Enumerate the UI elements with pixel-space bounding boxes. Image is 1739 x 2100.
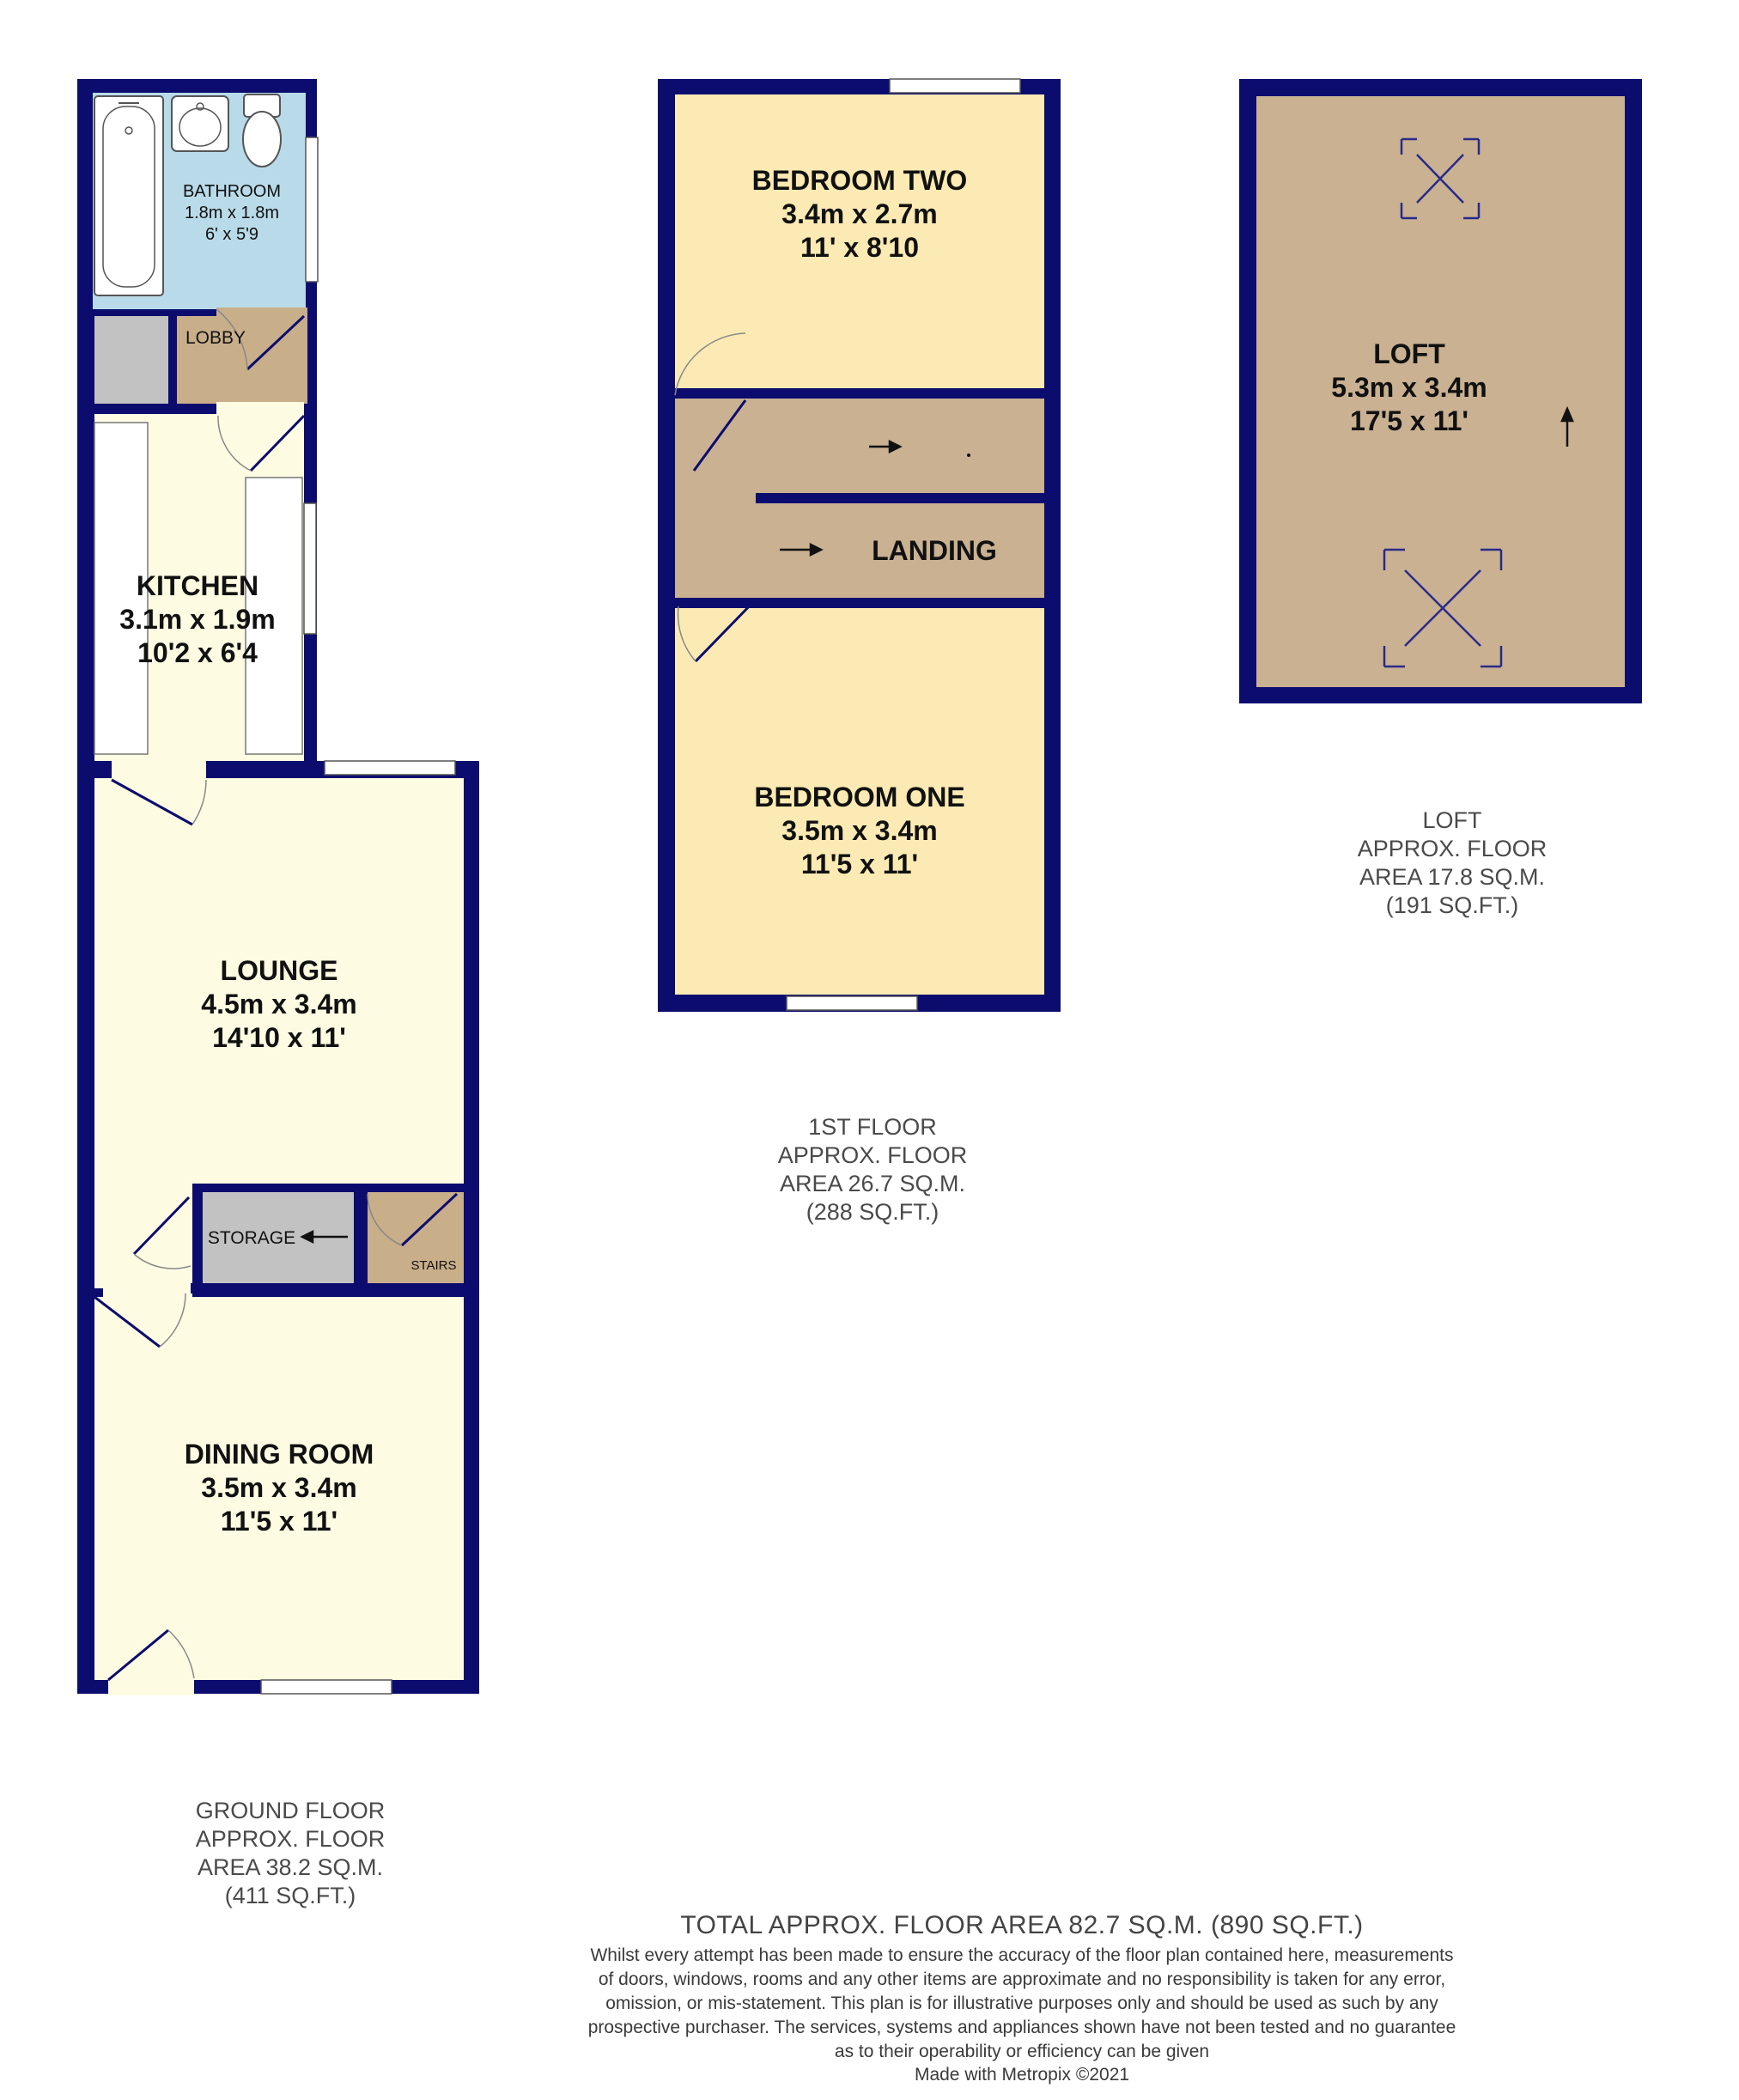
lounge-dims-metric: 4.5m x 3.4m	[201, 989, 357, 1020]
loft-floor-plan	[1239, 79, 1642, 918]
door-opening	[112, 761, 206, 780]
dining-room-name: DINING ROOM	[184, 1439, 374, 1470]
wall-segment	[756, 598, 1044, 608]
loft-area-line-4: (191 SQ.FT.)	[1385, 892, 1519, 918]
wall-segment	[168, 311, 177, 405]
window	[787, 996, 917, 1010]
ground-floor-area-line-3: AREA 38.2 SQ.M.	[197, 1854, 384, 1880]
door-opening	[108, 1678, 194, 1695]
bathroom-dims-imperial: 6' x 5'9	[204, 225, 259, 244]
disclaimer-line: of doors, windows, rooms and any other items are approximate and no responsibility is taken for any error,	[598, 1969, 1446, 1989]
stairs-name: STAIRS	[410, 1258, 457, 1273]
landing-name: LANDING	[872, 535, 997, 566]
first-floor-area-line-4: (288 SQ.FT.)	[806, 1199, 939, 1225]
window	[306, 137, 318, 282]
bedroom-one-name: BEDROOM ONE	[754, 782, 965, 813]
window	[261, 1680, 392, 1694]
first-floor-plan	[658, 79, 1061, 1225]
disclaimer-line: omission, or mis-statement. This plan is for illustrative purposes only and should be used as such by any	[605, 1993, 1438, 2013]
window	[890, 79, 1020, 93]
toilet-icon	[243, 94, 281, 167]
ground-floor-plan	[77, 79, 479, 1908]
door-opening	[216, 307, 307, 320]
lounge-dims-imperial: 14'10 x 11'	[212, 1022, 346, 1053]
loft-name: LOFT	[1373, 338, 1445, 369]
loft-area-line-1: LOFT	[1422, 807, 1482, 833]
wall-segment	[86, 404, 223, 414]
kitchen-name: KITCHEN	[136, 570, 259, 601]
total-floor-area: TOTAL APPROX. FLOOR AREA 82.7 SQ.M. (890 SQ.FT.)	[680, 1911, 1364, 1939]
dining-room-dims-metric: 3.5m x 3.4m	[201, 1472, 357, 1503]
loft-dims-imperial: 17'5 x 11'	[1349, 405, 1469, 436]
window	[325, 761, 455, 775]
loft-area-line-2: APPROX. FLOOR	[1357, 836, 1547, 861]
wall-segment	[756, 493, 1044, 503]
door-opening	[216, 402, 304, 416]
bedroom-two-dims-metric: 3.4m x 2.7m	[781, 198, 938, 229]
first-floor-area-line-1: 1ST FLOOR	[808, 1114, 937, 1140]
bedroom-two-name: BEDROOM TWO	[751, 165, 968, 196]
bedroom-one-dims-metric: 3.5m x 3.4m	[781, 815, 938, 846]
lobby-name: LOBBY	[185, 328, 246, 348]
ground-floor-area-line-4: (411 SQ.FT.)	[224, 1883, 356, 1908]
disclaimer-line: as to their operability or efficiency can be given	[834, 2042, 1210, 2061]
first-floor-area-line-2: APPROX. FLOOR	[777, 1142, 968, 1168]
bedroom-two-dims-imperial: 11' x 8'10	[800, 232, 920, 263]
kitchen-dims-imperial: 10'2 x 6'4	[137, 637, 258, 668]
bathtub-icon	[94, 96, 163, 295]
hall-strip	[94, 1184, 192, 1297]
storage-name: STORAGE	[207, 1228, 296, 1248]
landing-dot	[967, 453, 970, 457]
disclaimer-line: prospective purchaser. The services, systems and appliances shown have not been tested and no guarantee	[587, 2018, 1456, 2037]
sink-icon	[172, 96, 228, 151]
wall-segment	[756, 388, 1044, 399]
dining-room-dims-imperial: 11'5 x 11'	[220, 1506, 338, 1537]
lounge-name: LOUNGE	[220, 955, 338, 986]
window	[304, 503, 316, 634]
bedroom-one-dims-imperial: 11'5 x 11'	[800, 849, 919, 880]
wall-segment	[354, 1189, 368, 1285]
loft-area-line-3: AREA 17.8 SQ.M.	[1359, 864, 1546, 890]
bathroom-cupboard	[94, 316, 168, 404]
bathroom-dims-metric: 1.8m x 1.8m	[184, 204, 280, 222]
kitchen-dims-metric: 3.1m x 1.9m	[119, 604, 276, 635]
wall-segment	[191, 1283, 464, 1293]
ground-floor-area-line-2: APPROX. FLOOR	[195, 1826, 386, 1852]
wall-segment	[89, 1288, 103, 1297]
wall-segment	[192, 1184, 464, 1192]
first-floor-area-line-3: AREA 26.7 SQ.M.	[779, 1171, 966, 1196]
made-with-credit: Made with Metropix ©2021	[914, 2065, 1130, 2085]
footer	[481, 1911, 1563, 2086]
wall-segment	[675, 598, 684, 608]
loft-dims-metric: 5.3m x 3.4m	[1331, 372, 1487, 403]
bathroom-name: BATHROOM	[182, 182, 282, 201]
disclaimer-line: Whilst every attempt has been made to ensure the accuracy of the floor plan contained here, measurements	[590, 1945, 1454, 1965]
ground-floor-area-line-1: GROUND FLOOR	[195, 1798, 386, 1823]
